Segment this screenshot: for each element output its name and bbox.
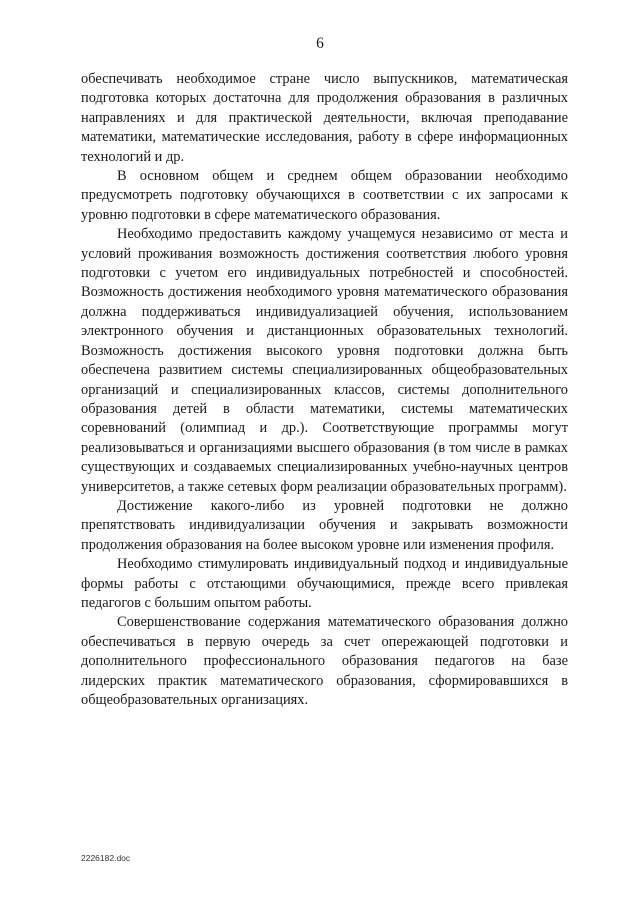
paragraph-2: В основном общем и среднем общем образовании необходимо предусмотреть подготовку обучающихся в соответствии с их запросами к уровню подготовки в сфере математического образования.	[81, 168, 568, 223]
paragraph-3: Необходимо предоставить каждому учащемуся независимо от места и условий проживания возможность достижения соответствия любого уровня подготовки с учетом его индивидуальных потребностей и способностей. Возможность достижения необходимого уровня математического образования должна поддерживаться индивидуализацией обучения, использованием электронного обучения и дистанционных образовательных технологий. Возможность достижения высокого уровня подготовки должна быть обеспечена развитием системы специализированных общеобразовательных организаций и специализированных классов, системы дополнительного образования детей в области математики, системы математических соревнований (олимпиад и др.). Соответствующие программы могут реализовываться и организациями высшего образования (в том числе в рамках существующих и создаваемых специализированных учебно-научных центров университетов, а также сетевых форм реализации образовательных программ).	[81, 226, 568, 495]
paragraph-5: Необходимо стимулировать индивидуальный подход и индивидуальные формы работы с отстающими обучающимися, прежде всего привлекая педагогов с большим опытом работы.	[81, 556, 568, 611]
paragraph-4: Достижение какого-либо из уровней подготовки не должно препятствовать индивидуализации обучения и закрывать возможности продолжения образования на более высоком уровне или изменения профиля.	[81, 497, 568, 553]
paragraph-6: Совершенствование содержания математического образования должно обеспечиваться в первую очередь за счет опережающей подготовки и дополнительного профессионального образования педагогов на базе лидерских практик математического образования, сформировавшихся в общеобразовательных организациях.	[81, 614, 568, 708]
footer-filename: 2226182.doc	[81, 853, 131, 863]
page-number: 6	[316, 35, 324, 52]
paragraph-1: обеспечивать необходимое стране число выпускников, математическая подготовка которых достаточна для продолжения образования в различных направлениях и для практической деятельности, включая преподавание математики, математические исследования, работу в сфере информационных технологий и др.	[81, 71, 568, 165]
document-body	[81, 70, 568, 710]
